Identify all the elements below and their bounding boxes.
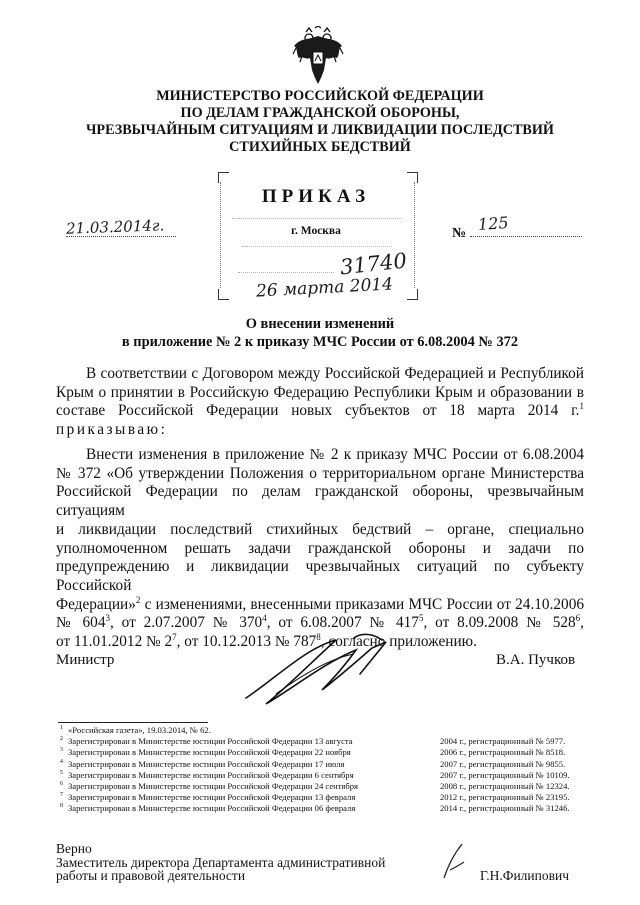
footnote-registration: 2004 г., регистрационный № 5977.: [440, 736, 566, 747]
footnote-text: «Российская газета», 19.03.2014, № 62.: [68, 725, 211, 735]
subject-line-2: в приложение № 2 к приказу МЧС России от 6.08.2004 № 372: [121, 334, 519, 350]
text-segment: от 11.01.2012 № 2: [56, 633, 173, 651]
command-word: приказываю:: [56, 421, 168, 439]
registration-number: 31740: [338, 248, 408, 280]
footnote-ref: 5: [418, 613, 424, 624]
footnote-number: 7: [60, 792, 63, 799]
text-segment: № 604: [56, 614, 106, 632]
footnote-ref: 4: [262, 613, 267, 624]
text-line: и ликвидации последствий стихийных бедствий – органе, специально: [56, 520, 584, 538]
handwritten-number: 125: [477, 212, 510, 235]
footnote-item: [60, 725, 600, 736]
footnote-text: Зарегистрирован в Министерстве юстиции Российской Федерации 6 сентября: [68, 769, 354, 780]
text-segment: , согласно приложению.: [320, 633, 477, 651]
number-label: №: [452, 226, 467, 241]
footnote-ref: 6: [575, 613, 581, 624]
text-segment: , от 10.12.2013 № 787: [176, 633, 317, 651]
ministry-line: МИНИСТЕРСТВО РОССИЙСКОЙ ФЕДЕРАЦИИ: [156, 88, 484, 104]
minister-signature: [236, 628, 406, 712]
number-underline: [470, 236, 582, 237]
footnote-registration: 2014 г., регистрационный № 31246.: [440, 803, 570, 814]
handwritten-date: 21.03.2014г.: [65, 216, 165, 238]
text-segment: , от 2.07.2007 № 370: [109, 614, 263, 632]
text-line: Российской Федерации по делам гражданской обороны, чрезвычайным ситуациям: [56, 483, 584, 520]
signatory-name: В.А. Пучков: [496, 652, 576, 668]
footnote-ref: 7: [172, 631, 177, 642]
footnote-number: 5: [60, 769, 63, 776]
footnotes: [60, 725, 600, 815]
text-line: составе Российской Федерации новых субъектов от 18 марта 2014 г.: [56, 402, 580, 420]
city-label: г. Москва: [291, 225, 341, 237]
footnote-item: [60, 792, 600, 803]
signatory-position: Министр: [56, 652, 115, 668]
paragraph-preamble: [56, 365, 584, 440]
footnote-item: [60, 759, 600, 770]
footnote-number: 4: [60, 758, 63, 765]
text-line: № 372 «Об утверждении Положения о территориальном органе Министерства: [56, 464, 584, 482]
ministry-line: ЧРЕЗВЫЧАЙНЫМ СИТУАЦИЯМ И ЛИКВИДАЦИИ ПОСЛЕДСТВИЙ: [86, 122, 554, 138]
date-underline: [66, 236, 176, 237]
footnote-text: Зарегистрирован в Министерстве юстиции Российской Федерации 06 февраля: [68, 803, 356, 814]
footnote-number: 8: [60, 803, 63, 810]
footnote-text: Зарегистрирован в Министерстве юстиции Российской Федерации 13 февраля: [68, 792, 356, 803]
ministry-name: [60, 88, 580, 156]
registration-date: 26 марта 2014: [255, 274, 394, 302]
footnote-registration: 2006 г., регистрационный № 8518.: [440, 747, 566, 758]
footnote-ref: 1: [579, 401, 584, 412]
certifier-title-line-1: Заместитель директора Департамента административной: [56, 855, 386, 870]
certifier-name: Г.Н.Филипович: [480, 868, 569, 883]
footnote-ref: 2: [135, 594, 141, 605]
certification-word: Верно: [56, 841, 92, 856]
paragraph-order: [56, 446, 584, 652]
footnote-item: [60, 747, 600, 758]
document-type-title: ПРИКАЗ: [261, 186, 371, 207]
footnote-text: Зарегистрирован в Министерстве юстиции Российской Федерации 22 ноября: [68, 747, 351, 758]
certifier-signature: [438, 840, 468, 882]
footnote-item: [60, 770, 600, 781]
text-segment: Федерации»: [56, 595, 136, 613]
text-segment: с изменениями, внесенными приказами МЧС России от 24.10.2006: [140, 595, 584, 613]
ministry-line: СТИХИЙНЫХ БЕДСТВИЙ: [229, 139, 411, 155]
text-line: уполномоченном решать задачи гражданской обороны и задачи по: [56, 539, 584, 557]
footnote-registration: 2012 г., регистрационный № 23195.: [440, 792, 570, 803]
text-segment: , от 6.08.2007 № 417: [266, 614, 419, 632]
text-line: В соответствии с Договором между Российской Федерацией и Республикой: [86, 365, 584, 382]
footnote-number: 2: [60, 736, 63, 743]
footnote-number: 6: [60, 781, 63, 788]
ministry-line: ПО ДЕЛАМ ГРАЖДАНСКОЙ ОБОРОНЫ,: [180, 105, 460, 121]
text-segment: ,: [580, 614, 584, 632]
footnote-item: [60, 736, 600, 747]
text-segment: , от 8.09.2008 № 528: [423, 614, 576, 632]
footnote-item: [60, 803, 600, 814]
footnote-number: 3: [60, 747, 63, 754]
footnote-ref: 8: [316, 631, 321, 642]
footnote-registration: 2007 г., регистрационный № 10109.: [440, 769, 570, 780]
text-line: предупреждению и ликвидации чрезвычайных ситуаций по субъекту Российской: [56, 558, 584, 594]
footnote-text: Зарегистрирован в Министерстве юстиции Российской Федерации 24 сентября: [68, 781, 358, 792]
footnote-text: Зарегистрирован в Министерстве юстиции Российской Федерации 13 августа: [68, 736, 353, 747]
coat-of-arms-emblem: [290, 26, 346, 86]
footnote-registration: 2008 г., регистрационный № 12324.: [440, 781, 570, 792]
certifier-title-line-2: работы и правовой деятельности: [56, 868, 246, 883]
footnote-registration: 2007 г., регистрационный № 9855.: [440, 758, 566, 769]
subject-line-1: О внесении изменений: [245, 316, 395, 332]
footnote-text: Зарегистрирован в Министерстве юстиции Российской Федерации 17 июля: [68, 758, 345, 769]
text-line: Внести изменения в приложение № 2 к приказу МЧС России от 6.08.2004: [86, 446, 584, 463]
footnote-separator: [58, 722, 208, 723]
footnote-ref: 3: [105, 613, 110, 624]
footnote-item: [60, 781, 600, 792]
text-line: Крым о принятии в Российскую Федерацию Республики Крым и образовании в: [56, 383, 584, 401]
footnote-number: 1: [60, 725, 63, 731]
